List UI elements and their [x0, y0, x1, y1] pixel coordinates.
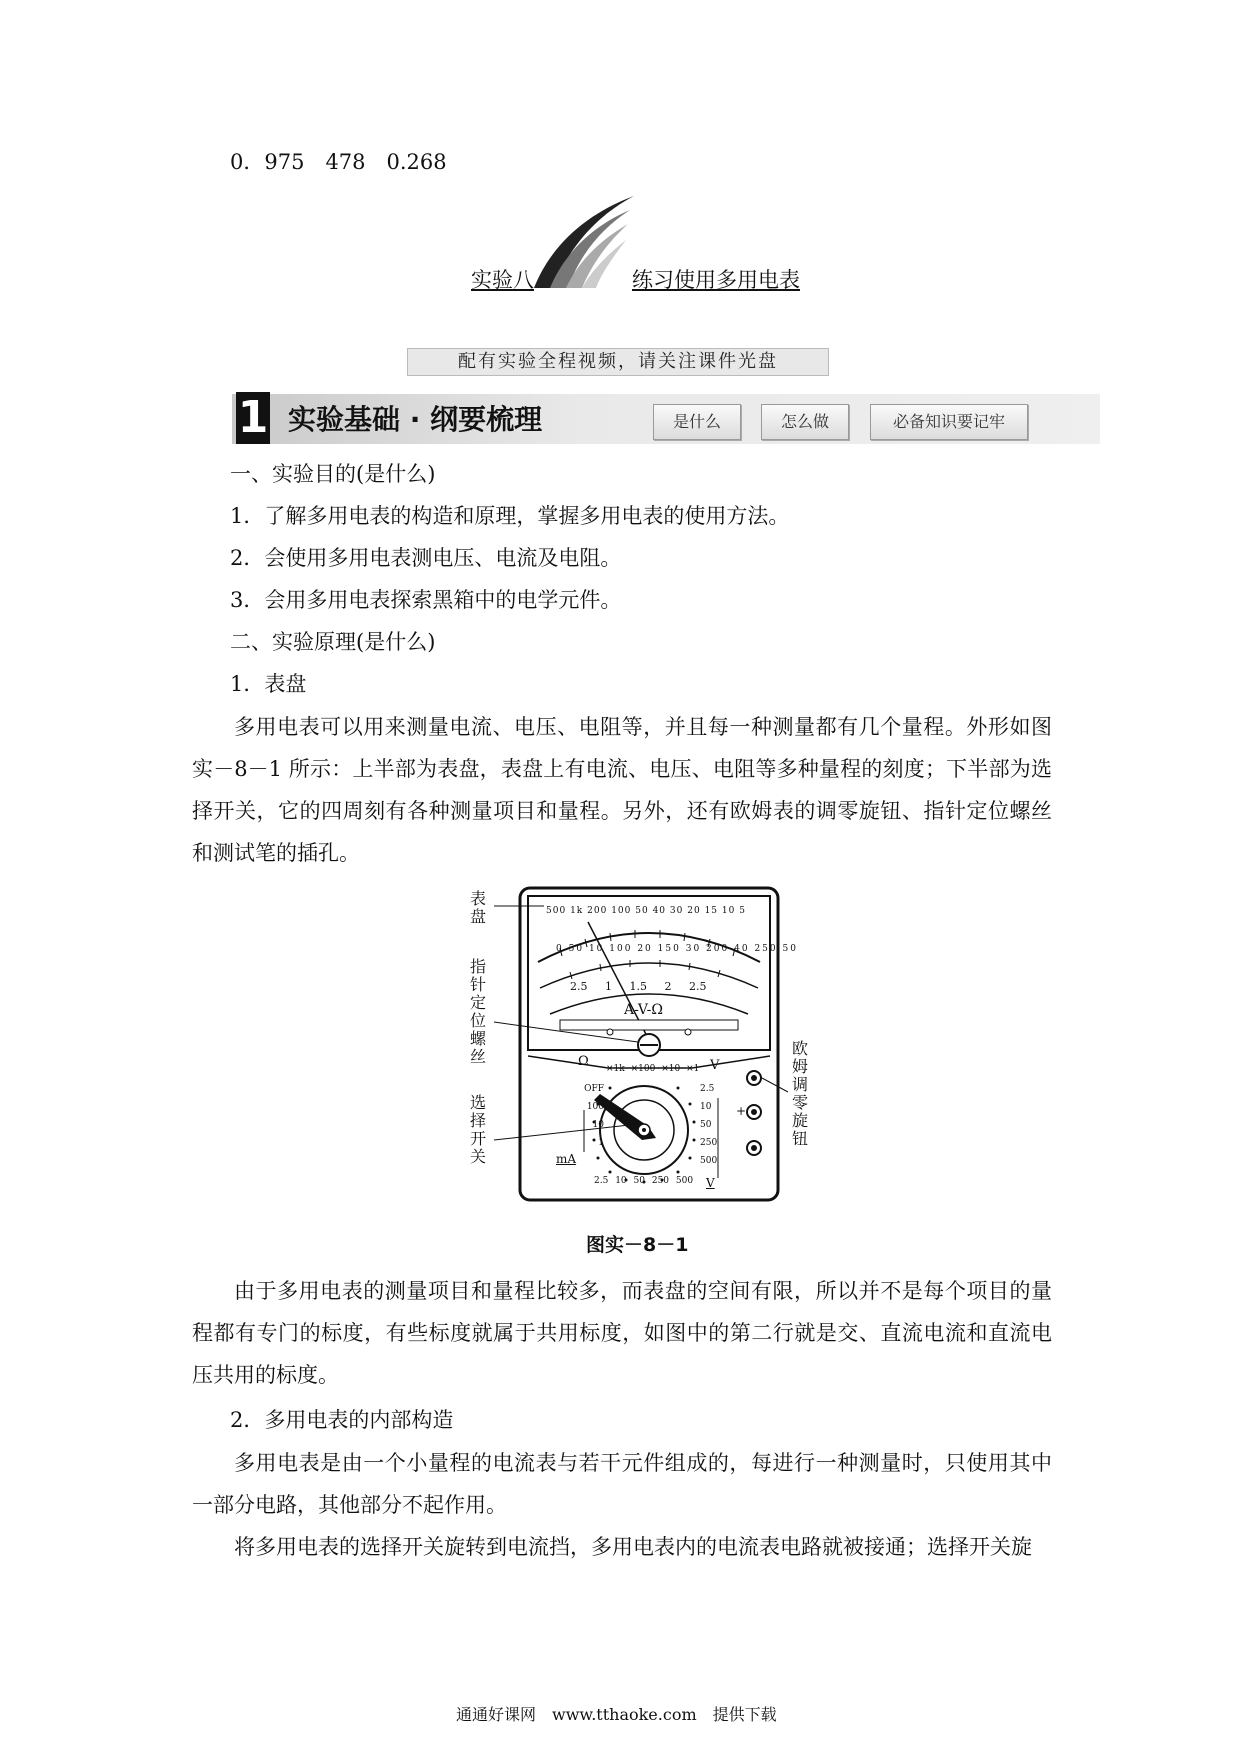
dcv-tick-label: 20: [637, 944, 653, 954]
ac-tick-label: 1: [605, 980, 612, 993]
range-acv-label: 2.5: [594, 1176, 609, 1186]
range-acv-label: 50: [633, 1176, 645, 1186]
range-v-250: 250: [700, 1138, 718, 1148]
callout-selector-switch: 选择开关: [470, 1093, 487, 1166]
video-banner: 配有实验全程视频，请关注课件光盘: [407, 348, 829, 376]
range-ma-1: 1: [598, 1138, 604, 1148]
plus-label: +: [736, 1104, 747, 1118]
heading-purpose: 一、实验目的(是什么): [230, 462, 436, 486]
dcv-tick-label: 10: [588, 944, 605, 954]
subheading-dial: 1．表盘: [230, 672, 307, 696]
left-range-labels: [574, 1080, 604, 1152]
dial-label: A-V-Ω: [624, 1002, 663, 1018]
ohm-tick-label: 40: [652, 906, 667, 916]
multimeter-figure: [460, 882, 820, 1204]
experiment-title: 练习使用多用电表: [632, 268, 800, 292]
footer-text: 通通好课网 www.tthaoke.com 提供下载: [456, 1705, 777, 1724]
dcv-tick-label: 50: [568, 944, 585, 954]
ohm-tick-label: 50: [635, 906, 649, 916]
purpose-item-2: 2．会使用多用电表测电压、电流及电阻。: [230, 546, 622, 570]
dcv-tick-label: 0: [556, 944, 564, 954]
range-v-10: 10: [700, 1102, 712, 1112]
ac-tick-label: 2: [664, 980, 672, 993]
callout-dial: 表盘: [470, 889, 487, 926]
dcv-tick-label: 250: [754, 944, 778, 954]
experiment-number: 实验八: [471, 268, 534, 292]
ohm-tick-label: 500: [546, 906, 567, 916]
dcv-tick-label: 40: [734, 944, 750, 954]
v-top-label: V: [710, 1058, 720, 1073]
ohm-range-label: ×100: [630, 1064, 656, 1074]
paragraph-shared-scale: 由于多用电表的测量项目和量程比较多，而表盘的空间有限，所以并不是每个项目的量程都有专门的标度，有些标度就属于共用标度，如图中的第二行就是交、直流电流和直流电压共用的标度。: [192, 1279, 1052, 1387]
dcv-tick-label: 200: [706, 944, 730, 954]
dcv-tick-label: 30: [685, 944, 702, 954]
paragraph-selector-switch: 将多用电表的选择开关旋转到电流挡，多用电表内的电流表电路就被接通；选择开关旋: [234, 1535, 1032, 1559]
ohm-tick-label: 200: [587, 906, 608, 916]
right-range-labels: [700, 1080, 730, 1170]
heading-principle: 二、实验原理(是什么): [230, 630, 436, 654]
range-ma-10: 10: [592, 1120, 604, 1130]
callout-pointer-screw: 指针定位螺丝: [470, 957, 487, 1066]
range-v-2.5: 2.5: [700, 1084, 715, 1094]
ac-tick-label: 1.5: [629, 980, 647, 993]
ac-tick-label: 2.5: [570, 980, 588, 993]
tab-what[interactable]: 是什么: [653, 404, 741, 440]
ac-tick-label: 2.5: [689, 980, 707, 993]
range-acv-label: 250: [651, 1176, 670, 1186]
omega-label: Ω: [578, 1054, 589, 1069]
tab-key-knowledge[interactable]: 必备知识要记牢: [870, 404, 1028, 440]
purpose-item-3: 3．会用多用电表探索黑箱中的电学元件。: [230, 588, 622, 612]
range-v-500: 500: [700, 1156, 718, 1166]
range-ma-100: 100: [586, 1102, 604, 1112]
ohm-scale: [546, 906, 746, 916]
ohm-range-label: ×1k: [606, 1064, 625, 1074]
paragraph-dial: 多用电表可以用来测量电流、电压、电阻等，并且每一种测量都有几个量程。外形如图实－8－1 所示：上半部为表盘，表盘上有电流、电压、电阻等多种量程的刻度；下半部为选择开关，它的四周刻有各种测量项目和量程。另外，还有欧姆表的调零旋钮、指针定位螺丝和测试笔的插孔。: [192, 715, 1052, 865]
ac-scale: [570, 980, 707, 993]
ohm-tick-label: 5: [739, 906, 746, 916]
range-off: OFF: [584, 1084, 604, 1094]
range-v-50: 50: [700, 1120, 712, 1130]
section-title: 实验基础 · 纲要梳理: [288, 403, 543, 436]
tab-how[interactable]: 怎么做: [761, 404, 849, 440]
ohm-tick-label: 1k: [570, 906, 584, 916]
swoosh-decoration: [530, 192, 640, 292]
purpose-item-1: 1．了解多用电表的构造和原理，掌握多用电表的使用方法。: [230, 504, 790, 528]
dcv-tick-label: 100: [609, 944, 633, 954]
dcv-tick-label: 150: [657, 944, 681, 954]
ohm-tick-label: 100: [611, 906, 632, 916]
paragraph-internal-structure: 多用电表是由一个小量程的电流表与若干元件组成的，每进行一种测量时，只使用其中一部分电路，其他部分不起作用。: [192, 1451, 1052, 1517]
ohm-tick-label: 30: [669, 906, 684, 916]
ohm-ranges: [606, 1064, 699, 1074]
subheading-internal-structure: 2．多用电表的内部构造: [230, 1408, 454, 1432]
ohm-range-label: ×10: [661, 1064, 681, 1074]
v-bottom-label: V: [706, 1176, 715, 1190]
dcv-tick-label: 50: [782, 944, 798, 954]
range-acv-label: 10: [615, 1176, 627, 1186]
dcv-scale: [556, 944, 798, 954]
ohm-range-label: ×1: [686, 1064, 700, 1074]
figure-caption: 图实－8－1: [586, 1234, 689, 1256]
ohm-tick-label: 10: [721, 906, 736, 916]
ohm-tick-label: 15: [704, 906, 719, 916]
ma-label: mA: [556, 1152, 577, 1166]
range-acv-label: 500: [675, 1176, 694, 1186]
section-badge: 1: [237, 392, 269, 443]
top-numbers: 0．975 478 0.268: [230, 150, 447, 174]
bottom-range-labels: [594, 1176, 693, 1186]
callout-zero-knob: 欧姆调零旋钮: [792, 1039, 809, 1148]
ohm-tick-label: 20: [687, 906, 701, 916]
